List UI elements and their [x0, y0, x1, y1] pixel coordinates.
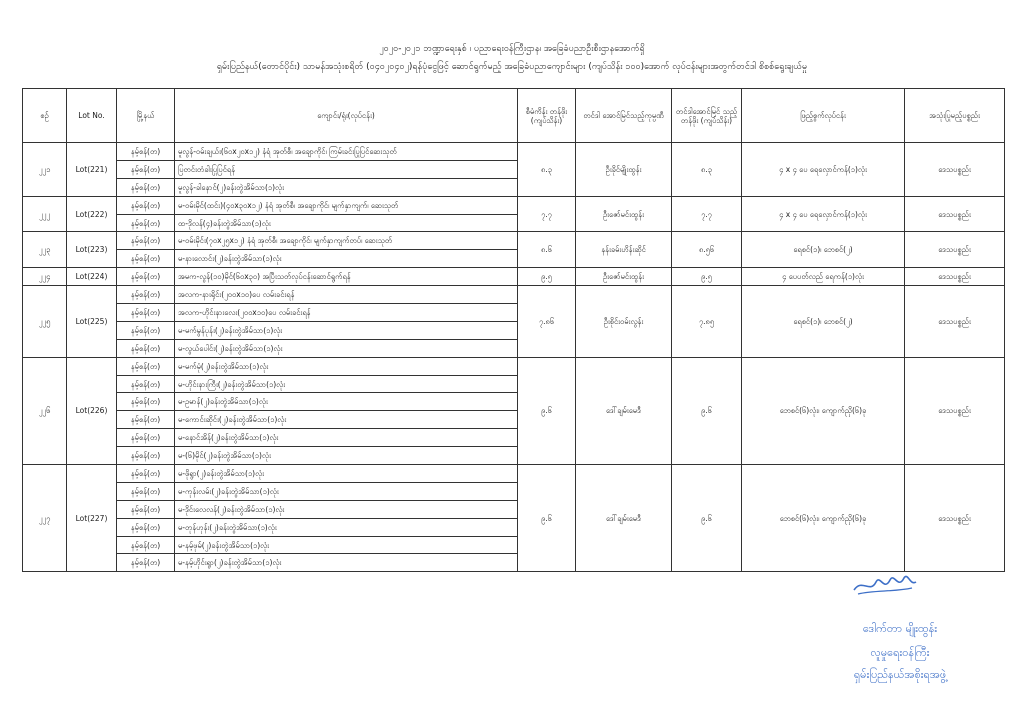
signatory-name: ဒေါက်တာ မျိုးထွန်း	[862, 622, 938, 635]
extra-work-cell: ရေစင်(၁)၊ ဘေစင်(၂)	[742, 286, 905, 358]
township-cell: နမ့်စန်(တ)	[117, 375, 175, 393]
school-work-cell: မ-ဖိုရွာ(၂)ခန်းတွဲအိမ်သာ(၁)လုံး	[175, 465, 518, 483]
township-cell: နမ့်စန်(တ)	[117, 214, 175, 232]
lot-serial: ၂၂၁	[23, 143, 67, 197]
lot-serial: ၂၂၄	[23, 268, 67, 286]
material-cell: ဒေသပစ္စည်း	[905, 143, 1005, 197]
table-header-row	[23, 89, 1005, 143]
awarded-cell: ၉.၆	[672, 357, 742, 464]
school-work-cell: မ-မက်မုံ(၂)ခန်းတွဲအိမ်သာ(၁)လုံး	[175, 357, 518, 375]
column-header-township: မြို့နယ်	[117, 89, 175, 143]
school-work-cell: ထ-ဒိုလန်(၄)ခန်းတွဲအိမ်သာ(၁)လုံး	[175, 214, 518, 232]
school-work-cell: မ-ဝမ်းမိုင်း(၇၀x၂၅x၁၂) နံရံ အုတ်စီ၊ အချောကိုင်၊ မျက်နှာကျက်တပ်၊ ဆေးသုတ်	[175, 232, 518, 250]
township-cell: နမ့်စန်(တ)	[117, 357, 175, 375]
lot-number: Lot(226)	[67, 357, 117, 464]
township-cell: နမ့်စန်(တ)	[117, 339, 175, 357]
school-work-cell: အလက-နားရိုင်း(၂၀၀x၁၀)ပေ လမ်းခင်းရန်	[175, 286, 518, 304]
school-work-cell: မူလွန်-ခါနောင်(၂)ခန်းတွဲအိမ်သာ(၁)လုံး	[175, 178, 518, 196]
awarded-cell: ၇.၈၅	[672, 286, 742, 358]
lot-number: Lot(222)	[67, 196, 117, 232]
company-cell: နန်းခမ်းဟိန်းဆိုင်	[576, 232, 672, 268]
company-cell: ဒေါ်ချမ်းမေဒီ	[576, 357, 672, 464]
township-cell: နမ့်စန်(တ)	[117, 500, 175, 518]
school-work-cell: အလက-ဟိုင်းနားလေး(၂၀၀x၁၀)ပေ လမ်းခင်းရန်	[175, 304, 518, 322]
table-row	[23, 465, 1005, 483]
lot-serial: ၂၂၆	[23, 357, 67, 464]
township-cell: နမ့်စန်(တ)	[117, 554, 175, 572]
township-cell: နမ့်စန်(တ)	[117, 482, 175, 500]
school-work-cell: အမက-လွန်(၁၀)မိုင်(၆၀x၃၀) အပြီးသတ်လုပ်ငန်းဆောင်ရွက်ရန်	[175, 268, 518, 286]
table-row	[23, 143, 1005, 161]
lot-serial: ၂၂၅	[23, 286, 67, 358]
township-cell: နမ့်စန်(တ)	[117, 160, 175, 178]
estimate-cell: ၈.၆	[518, 232, 576, 268]
extra-work-cell: ၄ x ၄ ပေ ရေလှောင်ကန်(၁)လုံး	[742, 196, 905, 232]
lot-serial: ၂၂၃	[23, 232, 67, 268]
table-body	[23, 143, 1005, 572]
township-cell: နမ့်စန်(တ)	[117, 536, 175, 554]
awarded-cell: ၈.၅၆	[672, 232, 742, 268]
estimate-cell: ၇.၈၆	[518, 286, 576, 358]
document-title-line-2: ရှမ်းပြည်နယ်(တောင်ပိုင်း) သာမန်အသုံးစရိတ် (ဝ၄၀၂၀၄ဝ၂)ရန်ပုံငွေဖြင့် ဆောင်ရွက်မည့် အခြေခံပညာကျောင်းများ (ကျပ်သိန်း ၁၀၀)အောက် လုပ်ငန်းများအတွက်တင်ဒါ စိစစ်ရွေးချယ်မှု	[216, 62, 808, 72]
township-cell: နမ့်စန်(တ)	[117, 411, 175, 429]
school-work-cell: မ-မက်မွန်ပုန်း(၂)ခန်းတွဲအိမ်သာ(၁)လုံး	[175, 321, 518, 339]
school-work-cell: မ-နောင်အိန်(၂)ခန်းတွဲအိမ်သာ(၁)လုံး	[175, 429, 518, 447]
material-cell: ဒေသပစ္စည်း	[905, 232, 1005, 268]
column-header-winning-company: တင်ဒါ အောင်မြင်သည့်ကုမ္ပဏီ	[576, 89, 672, 143]
school-work-cell: မ-ကောင်းဆိုင်း(၂)ခန်းတွဲအိမ်သာ(၁)လုံး	[175, 411, 518, 429]
estimate-cell: ၈.၃	[518, 143, 576, 197]
awarded-cell: ၉.၆	[672, 465, 742, 572]
township-cell: နမ့်စန်(တ)	[117, 250, 175, 268]
school-work-cell: မ-တုန်ဟုန်း(၂)ခန်းတွဲအိမ်သာ(၁)လုံး	[175, 518, 518, 536]
awarded-cell: ၈.၃	[672, 143, 742, 197]
company-cell: ဒေါ်ချမ်းမေဒီ	[576, 465, 672, 572]
extra-work-cell: ၄ x ၄ ပေ ရေလှောင်ကန်(၁)လုံး	[742, 143, 905, 197]
school-work-cell: မ-ဥမာန်(၂)ခန်းတွဲအိမ်သာ(၁)လုံး	[175, 393, 518, 411]
tender-results-table	[22, 88, 1005, 572]
school-work-cell: မ-ကုန်းလမ်း(၂)ခန်းတွဲအိမ်သာ(၁)လုံး	[175, 482, 518, 500]
extra-work-cell: ရေစင်(၁)၊ ဘေစင်(၂)	[742, 232, 905, 268]
lot-number: Lot(225)	[67, 286, 117, 358]
company-cell: ဦးစိုင်းဝမ်းလွန်း	[576, 286, 672, 358]
township-cell: နမ့်စန်(တ)	[117, 196, 175, 214]
township-cell: နမ့်စန်(တ)	[117, 286, 175, 304]
table-row	[23, 196, 1005, 214]
extra-work-cell: ဘေစင်(၆)လုံး၊ ကျောက်ညှိ(၆)ခု	[742, 465, 905, 572]
school-work-cell: မူလွန်-ဝမ်းချယ်း(၆၀x၂၀x၁၂) နံရံ အုတ်စီ၊ အချောကိုင်၊ ကြမ်းခင်းပြုပြင်ဆေးသုတ်	[175, 143, 518, 161]
lot-serial: ၂၂၂	[23, 196, 67, 232]
lot-serial: ၂၂၇	[23, 465, 67, 572]
company-cell: ဦးခိုင်မျိုးထွန်း	[576, 143, 672, 197]
column-header-serial: စဉ်	[23, 89, 67, 143]
school-work-cell: မ-လွယ်ပေါင်း(၂)ခန်းတွဲအိမ်သာ(၁)လုံး	[175, 339, 518, 357]
material-cell: ဒေသပစ္စည်း	[905, 465, 1005, 572]
awarded-cell: ၉.၅	[672, 268, 742, 286]
township-cell: နမ့်စန်(တ)	[117, 465, 175, 483]
table-row	[23, 286, 1005, 304]
material-cell: ဒေသပစ္စည်း	[905, 286, 1005, 358]
awarded-cell: ၇.၇	[672, 196, 742, 232]
estimate-cell: ၉.၆	[518, 357, 576, 464]
signature-block	[800, 560, 1000, 710]
township-cell: နမ့်စန်(တ)	[117, 232, 175, 250]
school-work-cell: ပြတင်းတံခါးပြုပြင်ရန်	[175, 160, 518, 178]
township-cell: နမ့်စန်(တ)	[117, 178, 175, 196]
township-cell: နမ့်စန်(တ)	[117, 518, 175, 536]
lot-number: Lot(221)	[67, 143, 117, 197]
company-cell: ဦးဇော်မင်းထွန်း	[576, 268, 672, 286]
extra-work-cell: ဘေစင်(၆)လုံး၊ ကျောက်ညှိ(၆)ခု	[742, 357, 905, 464]
school-work-cell: မ-နမ့်ဟိုင်းရွာ(၂)ခန်းတွဲအိမ်သာ(၁)လုံး	[175, 554, 518, 572]
lot-number: Lot(223)	[67, 232, 117, 268]
township-cell: နမ့်စန်(တ)	[117, 393, 175, 411]
school-work-cell: မ-(၆)မိုင်(၂)ခန်းတွဲအိမ်သာ(၁)လုံး	[175, 447, 518, 465]
school-work-cell: မ-ဟိုင်းနားကြီး(၂)ခန်းတွဲအိမ်သာ(၁)လုံး	[175, 375, 518, 393]
material-cell: ဒေသပစ္စည်း	[905, 268, 1005, 286]
estimate-cell: ၇.၇	[518, 196, 576, 232]
column-header-awarded-value: တင်ဒါအောင်မြင် သည့်တန်ဖိုး (ကျပ်သိန်း)	[672, 89, 742, 143]
estimate-cell: ၉.၆	[518, 465, 576, 572]
column-header-estimate: စီမံကိန်း တန်ဖိုး (ကျပ်သိန်း)	[518, 89, 576, 143]
school-work-cell: မ-ဝမ်းမိုင်(ထင်း)(၄၀x၃၀x၁၂) နံရံ အုတ်စီ၊ အချောကိုင်၊ မျက်နှာကျက်၊ ဆေးသုတ်	[175, 196, 518, 214]
township-cell: နမ့်စန်(တ)	[117, 268, 175, 286]
school-work-cell: မ-နားလောင်း(၂)ခန်းတွဲအိမ်သာ(၁)လုံး	[175, 250, 518, 268]
column-header-school-work: ကျောင်း/ရုံး(လုပ်ငန်း)	[175, 89, 518, 143]
material-cell: ဒေသပစ္စည်း	[905, 196, 1005, 232]
township-cell: နမ့်စန်(တ)	[117, 321, 175, 339]
township-cell: နမ့်စန်(တ)	[117, 447, 175, 465]
estimate-cell: ၉.၅	[518, 268, 576, 286]
table-row	[23, 357, 1005, 375]
material-cell: ဒေသပစ္စည်း	[905, 357, 1005, 464]
school-work-cell: မ-နမ့်ဖုမ်(၂)ခန်းတွဲအိမ်သာ(၁)လုံး	[175, 536, 518, 554]
signatory-title: လူမှုရေးဝန်ကြီး	[870, 646, 930, 659]
column-header-additional-work: ဖြည့်စွက်လုပ်ငန်း	[742, 89, 905, 143]
extra-work-cell: ၄ ပေပတ်လည် ရေကန်(၁)လုံး	[742, 268, 905, 286]
document-title-line-1: ၂၀၂၀-၂၀၂၁ ဘဏ္ဍာရေးနှစ် ၊ ပညာရေးဝန်ကြီးဌာန၊ အခြေခံပညာဦးစီးဌာနအောက်ရှိ	[379, 44, 645, 54]
table-row	[23, 268, 1005, 286]
handwritten-signature	[850, 568, 920, 598]
township-cell: နမ့်စန်(တ)	[117, 143, 175, 161]
township-cell: နမ့်စန်(တ)	[117, 429, 175, 447]
table-row	[23, 232, 1005, 250]
company-cell: ဦးဇော်မင်းထွန်း	[576, 196, 672, 232]
column-header-lot-no: Lot No.	[67, 89, 117, 143]
lot-number: Lot(227)	[67, 465, 117, 572]
lot-number: Lot(224)	[67, 268, 117, 286]
column-header-materials: အသုံးပြုမည့်ပစ္စည်း	[905, 89, 1005, 143]
township-cell: နမ့်စန်(တ)	[117, 304, 175, 322]
school-work-cell: မ-ဒိုင်းလေလန်(၂)ခန်းတွဲအိမ်သာ(၁)လုံး	[175, 500, 518, 518]
signatory-organization: ရှမ်းပြည်နယ်အစိုးရအဖွဲ့	[853, 668, 947, 681]
